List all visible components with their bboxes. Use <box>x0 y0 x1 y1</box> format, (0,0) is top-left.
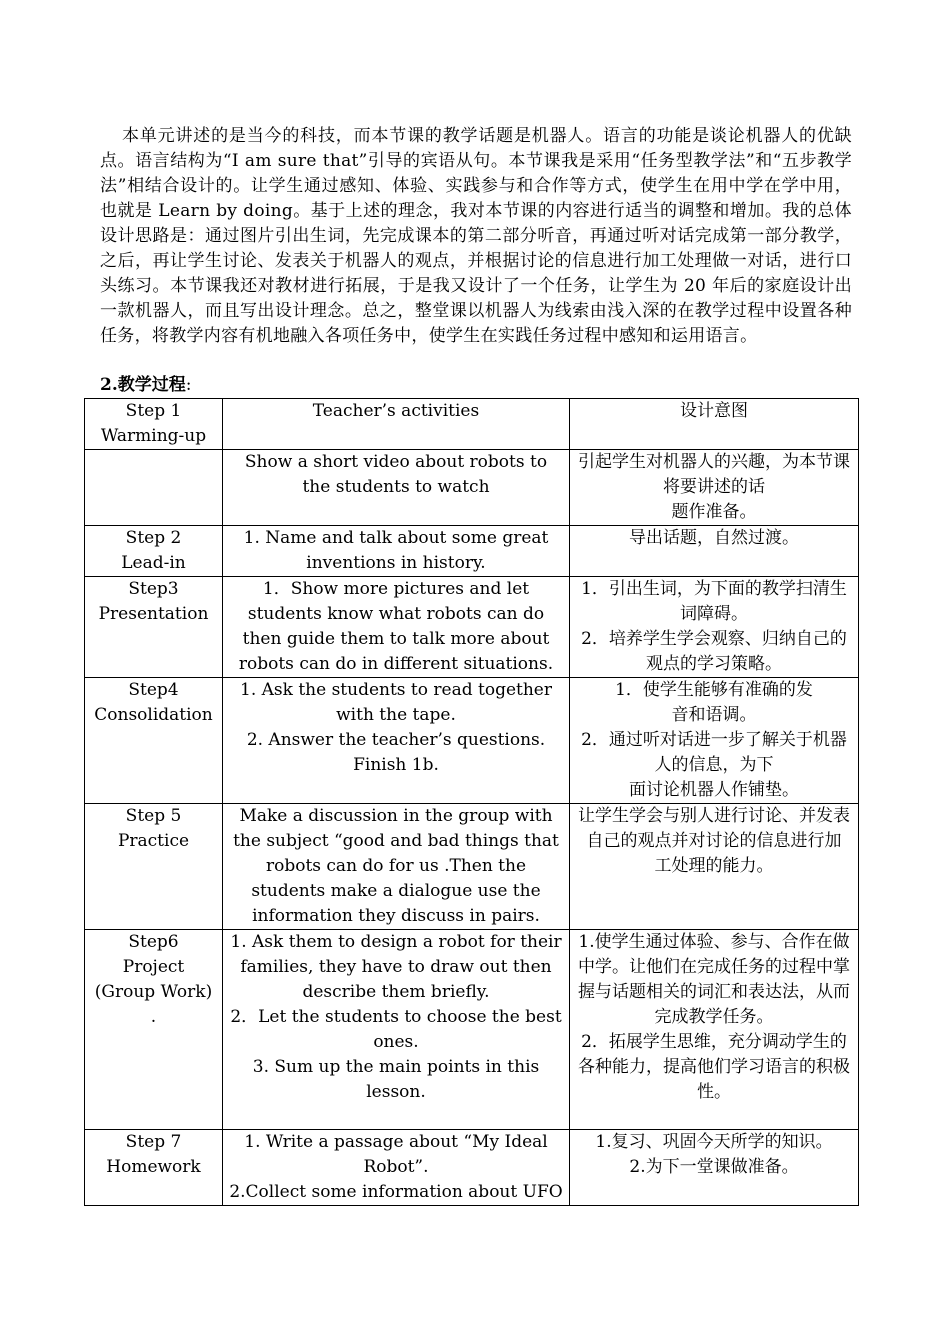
intent-cell <box>570 450 859 526</box>
intent-cell <box>570 526 859 577</box>
section-heading-colon: : <box>185 375 192 395</box>
activities-cell <box>223 1130 570 1206</box>
intent-text: 面讨论机器人作铺垫。 <box>629 780 799 800</box>
step-note: . <box>150 1007 157 1027</box>
header-intent-label: 设计意图 <box>680 401 748 421</box>
header-step-line: Step 1 <box>125 401 182 421</box>
step-cell <box>85 577 223 678</box>
step-label: Step 2 <box>125 528 182 548</box>
activity-text: Make a discussion in the group with the subject “good and bad things that robots can do for us .Then the students make a dialogue use the information they discuss in pairs. <box>233 806 559 926</box>
step-label: Step 5 <box>125 806 182 826</box>
intent-text: 1．引出生词，为下面的教学扫清生词障碍。 <box>581 579 847 624</box>
step-label: Step6 <box>128 932 179 952</box>
intent-text: 音和语调。 <box>671 705 757 725</box>
step-name: Project (Group Work) <box>94 957 213 1002</box>
intent-text: 1.复习、巩固今天所学的知识。 <box>595 1132 833 1152</box>
activities-cell <box>223 450 570 526</box>
table-row <box>85 1130 859 1206</box>
intent-text: 让学生学会与别人进行讨论、并发表自己的观点并对讨论的信息进行加 <box>578 806 850 851</box>
intent-text: 1．使学生能够有准确的发 <box>615 680 813 700</box>
intent-text: 2．拓展学生思维，充分调动学生的各种能力，提高他们学习语言的积极性。 <box>578 1032 850 1102</box>
table-header-row <box>85 399 859 450</box>
activity-text: Show a short video about robots to the students to watch <box>244 452 548 497</box>
intro-section <box>100 124 852 349</box>
intent-cell <box>570 678 859 804</box>
activity-text: 2.Collect some information about UFO <box>229 1182 563 1202</box>
table-row <box>85 450 859 526</box>
header-step-cell <box>85 399 223 450</box>
teaching-process-table <box>84 398 859 1206</box>
activity-text: 3. Sum up the main points in this lesson. <box>252 1057 540 1102</box>
step-cell <box>85 1130 223 1206</box>
header-activities-label: Teacher’s activities <box>312 401 480 421</box>
activities-cell <box>223 804 570 930</box>
intent-text: 导出话题，自然过渡。 <box>629 528 799 548</box>
section-heading <box>100 373 191 397</box>
step-name: Homework <box>106 1157 201 1177</box>
activities-cell <box>223 577 570 678</box>
header-activities-cell <box>223 399 570 450</box>
activity-text: 2．Let the students to choose the best ones. <box>230 1007 562 1052</box>
intent-cell <box>570 577 859 678</box>
intent-text: 引起学生对机器人的兴趣，为本节课将要讲述的话 <box>578 452 850 497</box>
table-row <box>85 526 859 577</box>
step-cell <box>85 678 223 804</box>
intent-text: 2．培养学生学会观察、归纳自己的观点的学习策略。 <box>581 629 847 674</box>
intent-text: 工处理的能力。 <box>654 856 774 876</box>
activities-cell <box>223 930 570 1130</box>
step-label: Step3 <box>128 579 179 599</box>
header-step-line: Warming-up <box>100 426 207 446</box>
activity-text: 1. Ask them to design a robot for their families, they have to draw out then describe them briefly. <box>230 932 562 1002</box>
table-row <box>85 577 859 678</box>
intro-paragraph: 本单元讲述的是当今的科技，而本节课的教学话题是机器人。语言的功能是谈论机器人的优缺点。语言结构为“I am sure that”引导的宾语从句。本节课我是采用“任务型教学法”和“五步教学法”相结合设计的。让学生通过感知、体验、实践参与和合作等方式，使学生在用中学在学中用，也就是 Learn by doing。基于上述的理念，我对本节课的内容进行适当的调整和增加。我的总体设计思路是：通过图片引出生词，先完成课本的第二部分听音，再通过听对话完成第一部分教学，之后，再让学生讨论、发表关于机器人的观点，并根据讨论的信息进行加工处理做一对话，进行口头练习。本节课我还对教材进行拓展，于是我又设计了一个任务，让学生为 20 年后的家庭设计出一款机器人，而且写出设计理念。总之，整堂课以机器人为线索由浅入深的在教学过程中设置各种任务，将教学内容有机地融入各项任务中，使学生在实践任务过程中感知和运用语言。 <box>100 126 852 346</box>
section-heading-text: 2.教学过程 <box>100 375 186 395</box>
step-cell <box>85 450 223 526</box>
intent-cell <box>570 804 859 930</box>
intent-text: 题作准备。 <box>671 502 757 522</box>
activity-text: 1. Write a passage about “My Ideal Robot”. <box>244 1132 548 1177</box>
activities-cell <box>223 526 570 577</box>
step-name: Consolidation <box>94 705 213 725</box>
step-cell <box>85 930 223 1130</box>
step-cell <box>85 804 223 930</box>
intent-cell <box>570 1130 859 1206</box>
activity-text: 1．Show more pictures and let students know what robots can do then guide them to talk more about robots can do in different situations. <box>238 579 554 674</box>
table-row <box>85 678 859 804</box>
activity-text: 1. Ask the students to read together with the tape. <box>240 680 552 725</box>
intent-text: 1.使学生通过体验、参与、合作在做中学。让他们在完成任务的过程中掌握与话题相关的词汇和表达法，从而完成教学任务。 <box>578 932 850 1027</box>
step-name: Practice <box>117 831 190 851</box>
step-label: Step4 <box>128 680 179 700</box>
activity-text: 1. Name and talk about some great inventions in history. <box>243 528 549 573</box>
header-intent-cell <box>570 399 859 450</box>
intent-text: 2.为下一堂课做准备。 <box>629 1157 799 1177</box>
table-row <box>85 930 859 1130</box>
intent-cell <box>570 930 859 1130</box>
step-cell <box>85 526 223 577</box>
activities-cell <box>223 678 570 804</box>
table-row <box>85 804 859 930</box>
step-label: Step 7 <box>125 1132 182 1152</box>
intent-text: 2．通过听对话进一步了解关于机器人的信息，为下 <box>581 730 847 775</box>
step-name: Presentation <box>98 604 209 624</box>
step-name: Lead-in <box>121 553 186 573</box>
activity-text: 2. Answer the teacher’s questions. Finish 1b. <box>246 730 546 775</box>
